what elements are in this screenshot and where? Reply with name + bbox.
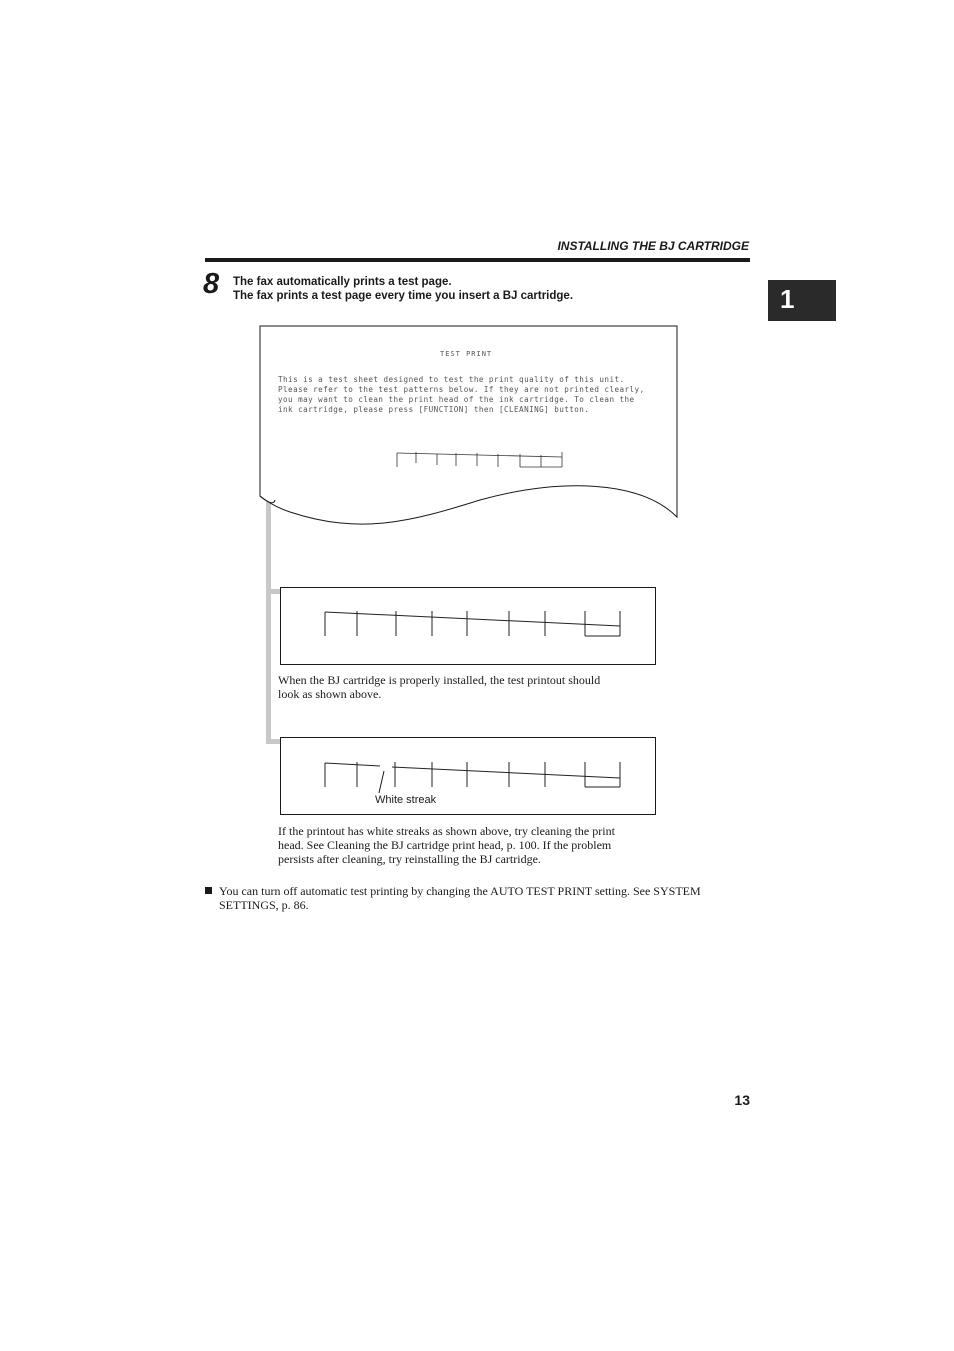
test-print-title: TEST PRINT <box>440 350 493 358</box>
note-text-line: SETTINGS, p. 86. <box>219 897 309 912</box>
step-instruction-line-1: The fax automatically prints a test page. <box>233 276 452 288</box>
good-print-caption-line: When the BJ cartridge is properly installed, the test printout should <box>278 673 601 687</box>
note-bullet-icon <box>205 887 212 894</box>
running-header-title: INSTALLING THE BJ CARTRIDGE <box>557 239 749 253</box>
step-instruction-line-2: The fax prints a test page every time you insert a BJ cartridge. <box>233 290 574 302</box>
step-number: 8 <box>203 268 220 300</box>
note-text-line: You can turn off automatic test printing by changing the AUTO TEST PRINT setting. See SYSTEM <box>219 884 701 898</box>
chapter-number: 1 <box>780 284 795 314</box>
streaked-print-box <box>281 738 656 815</box>
test-print-body-line: ink cartridge, please press [FUNCTION] then [CLEANING] button. <box>278 405 590 414</box>
test-print-body-line: you may want to clean the print head of the ink cartridge. To clean the <box>278 395 635 404</box>
streaked-print-caption-line: If the printout has white streaks as shown above, try cleaning the print <box>278 824 615 838</box>
note-text <box>219 885 701 913</box>
good-print-caption <box>278 674 600 702</box>
page-number: 13 <box>734 1092 750 1108</box>
white-streak-label: White streak <box>375 794 437 806</box>
good-print-box <box>281 588 656 665</box>
streaked-print-caption-line: head. See Cleaning the BJ cartridge print head, p. 100. If the problem <box>278 837 612 852</box>
test-print-body-line: Please refer to the test patterns below. If they are not printed clearly, <box>278 385 645 394</box>
streaked-print-caption-line: persists after cleaning, try reinstalling the BJ cartridge. <box>278 851 541 866</box>
good-print-caption-line: look as shown above. <box>278 686 382 701</box>
test-print-body <box>278 375 645 415</box>
test-print-body-line: This is a test sheet designed to test the print quality of this unit. <box>278 375 625 384</box>
streaked-print-caption <box>278 825 615 866</box>
